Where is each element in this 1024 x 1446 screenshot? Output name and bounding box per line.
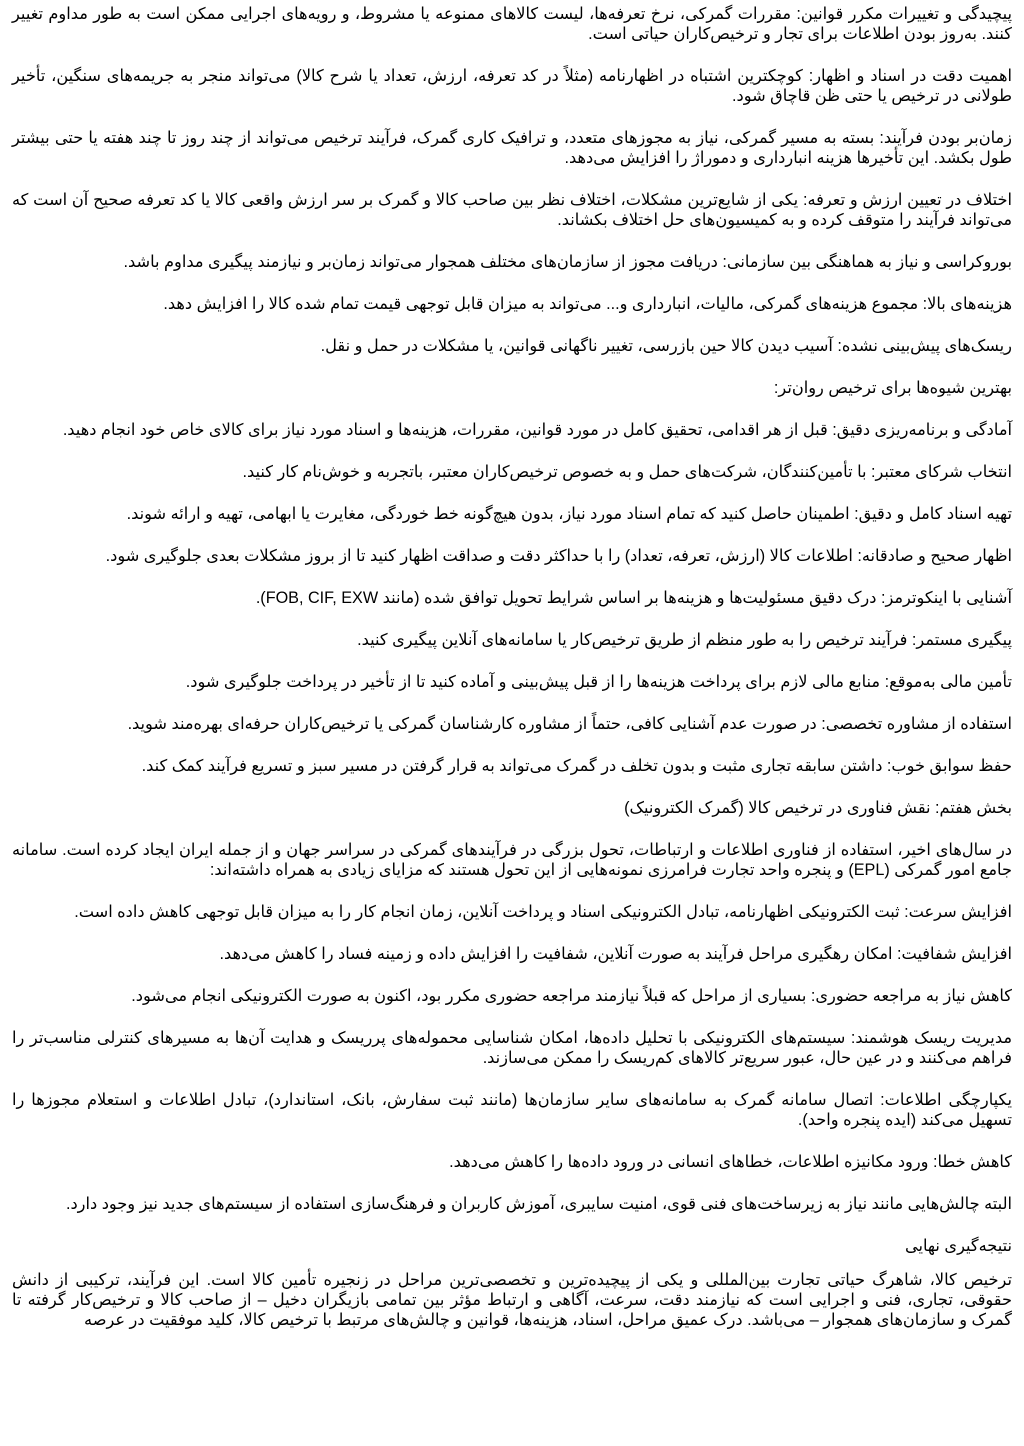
paragraph-bureaucracy: بوروکراسی و نیاز به هماهنگی بین سازمانی: دریافت مجوز از سازمان‌های مختلف همجوار می‌تواند زمان‌بر و نیازمند پیگیری مداوم باشد. (123, 253, 1012, 271)
paragraph-valuation-dispute: اختلاف در تعیین ارزش و تعرفه: یکی از شایع‌ترین مشکلات، اختلاف نظر بین صاحب کالا و گمرک بر سر ارزش واقعی کالا یا کد تعرفه صحیح آن است که می‌تواند فرآیند را متوقف کرده و به کمیسیون‌های حل اختلاف بکشاند. (12, 191, 1012, 229)
paragraph-law-changes: پیچیدگی و تغییرات مکرر قوانین: مقررات گمرکی، نرخ تعرفه‌ها، لیست کالاهای ممنوعه یا مشروط، و رویه‌های اجرایی ممکن است به طور مداوم تغییر کنند. به‌روز بودن اطلاعات برای تجار و ترخیص‌کاران حیاتی است. (12, 5, 1012, 43)
paragraph-preparation: آمادگی و برنامه‌ریزی دقیق: قبل از هر اقدامی، تحقیق کامل در مورد قوانین، مقررات، هزینه‌ها و اسناد مورد نیاز برای کالای خاص خود انجام دهید. (62, 421, 1012, 439)
paragraph-error-reduction: کاهش خطا: ورود مکانیزه اطلاعات، خطاهای انسانی در ورود داده‌ها را کاهش می‌دهد. (449, 1153, 1012, 1171)
paragraph-integration: یکپارچگی اطلاعات: اتصال سامانه گمرک به سامانه‌های سایر سازمان‌ها (مانند ثبت سفارش، بانک، استاندارد)، تبادل اطلاعات و استعلام مجوزها را تسهیل می‌کند (ایده پنجره واحد). (12, 1091, 1012, 1129)
paragraph-incoterms: آشنایی با اینکوترمز: درک دقیق مسئولیت‌ها و هزینه‌ها بر اساس شرایط تحویل توافق شده (مانند FOB, CIF, EXW). (255, 589, 1012, 607)
paragraph-challenges: البته چالش‌هایی مانند نیاز به زیرساخت‌های فنی قوی، امنیت سایبری، آموزش کاربران و فرهنگ‌سازی استفاده از سیستم‌های جدید نیز وجود دارد. (65, 1195, 1012, 1213)
document-body (12, 4, 1012, 1352)
paragraph-document-accuracy: اهمیت دقت در اسناد و اظهار: کوچکترین اشتباه در اظهارنامه (مثلاً در کد تعرفه، ارزش، تعداد یا شرح کالا) می‌تواند منجر به جریمه‌های سنگین، تأخیر طولانی در ترخیص یا حتی ظن قاچاق شود. (12, 67, 1012, 105)
paragraph-technology-intro: در سال‌های اخیر، استفاده از فناوری اطلاعات و ارتباطات، تحول بزرگی در فرآیندهای گمرکی در سراسر جهان و از جمله ایران ایجاد کرده است. سامانه جامع امور گمرکی (EPL) و پنجره واحد تجارت فرامرزی نمونه‌هایی از این تحول هستند که مزایای زیادی به همراه داشته‌اند: (12, 841, 1012, 879)
heading-section-seven: بخش هفتم: نقش فناوری در ترخیص کالا (گمرک الکترونیک) (624, 799, 1012, 817)
paragraph-high-costs: هزینه‌های بالا: مجموع هزینه‌های گمرکی، مالیات، انبارداری و... می‌تواند به میزان قابل توجهی قیمت تمام شده کالا را افزایش دهد. (163, 295, 1012, 313)
paragraph-complete-documents: تهیه اسناد کامل و دقیق: اطمینان حاصل کنید که تمام اسناد مورد نیاز، بدون هیچ‌گونه خط خوردگی، مغایرت یا ابهامی، تهیه و ارائه شوند. (126, 505, 1012, 523)
heading-best-practices: بهترین شیوه‌ها برای ترخیص روان‌تر: (773, 379, 1012, 397)
paragraph-reliable-partners: انتخاب شرکای معتبر: با تأمین‌کنندگان، شرکت‌های حمل و به خصوص ترخیص‌کاران معتبر، باتجربه و خوش‌نام کار کنید. (242, 463, 1012, 481)
paragraph-time-consuming: زمان‌بر بودن فرآیند: بسته به مسیر گمرکی، نیاز به مجوزهای متعدد، و ترافیک کاری گمرک، فرآیند ترخیص می‌تواند از چند روز تا چند هفته یا حتی بیشتر طول بکشد. این تأخیرها هزینه انبارداری و دموراژ را افزایش می‌دهد. (12, 129, 1012, 167)
paragraph-honest-declaration: اظهار صحیح و صادقانه: اطلاعات کالا (ارزش، تعرفه، تعداد) را با حداکثر دقت و صداقت اظهار کنید تا از بروز مشکلات بعدی جلوگیری شود. (105, 547, 1012, 565)
paragraph-good-records: حفظ سوابق خوب: داشتن سابقه تجاری مثبت و بدون تخلف در گمرک می‌تواند به قرار گرفتن در مسیر سبز و تسریع فرآیند کمک کند. (141, 757, 1012, 775)
paragraph-expert-consulting: استفاده از مشاوره تخصصی: در صورت عدم آشنایی کافی، حتماً از مشاوره کارشناسان گمرکی یا ترخیص‌کاران حرفه‌ای بهره‌مند شوید. (127, 715, 1012, 733)
paragraph-transparency: افزایش شفافیت: امکان رهگیری مراحل فرآیند به صورت آنلاین، شفافیت را افزایش داده و زمینه فساد را کاهش می‌دهد. (219, 945, 1012, 963)
paragraph-speed: افزایش سرعت: ثبت الکترونیکی اظهارنامه، تبادل الکترونیکی اسناد و پرداخت آنلاین، زمان انجام کار را به میزان قابل توجهی کاهش داده است. (74, 903, 1012, 921)
paragraph-financing: تأمین مالی به‌موقع: منابع مالی لازم برای پرداخت هزینه‌ها را از قبل پیش‌بینی و آماده کنید تا از تأخیر در پرداخت جلوگیری شود. (185, 673, 1012, 691)
paragraph-less-visits: کاهش نیاز به مراجعه حضوری: بسیاری از مراحل که قبلاً نیازمند مراجعه حضوری مکرر بود، اکنون به صورت الکترونیکی انجام می‌شود. (131, 987, 1012, 1005)
paragraph-unforeseen-risks: ریسک‌های پیش‌بینی نشده: آسیب دیدن کالا حین بازرسی، تغییر ناگهانی قوانین، یا مشکلات در حمل و نقل. (320, 337, 1012, 355)
paragraph-follow-up: پیگیری مستمر: فرآیند ترخیص را به طور منظم از طریق ترخیص‌کار یا سامانه‌های آنلاین پیگیری کنید. (357, 631, 1012, 649)
heading-conclusion: نتیجه‌گیری نهایی (905, 1237, 1012, 1255)
paragraph-conclusion: ترخیص کالا، شاهرگ حیاتی تجارت بین‌المللی و یکی از پیچیده‌ترین و تخصصی‌ترین مراحل در زنجیره تأمین کالا است. این فرآیند، ترکیبی از دانش حقوقی، تجاری، فنی و اجرایی است که نیازمند دقت، سرعت، آگاهی و ارتباط مؤثر بین تمامی بازیگران دخیل – از صاحب کالا و ترخیص‌کار گرفته تا گمرک و سازمان‌های همجوار – می‌باشد. درک عمیق مراحل، اسناد، هزینه‌ها، قوانین و چالش‌های مرتبط با ترخیص کالا، کلید موفقیت در عرصه (12, 1271, 1012, 1329)
paragraph-risk-management: مدیریت ریسک هوشمند: سیستم‌های الکترونیکی با تحلیل داده‌ها، امکان شناسایی محموله‌های پرریسک و هدایت آن‌ها به مسیرهای کنترلی مناسب‌تر را فراهم می‌کنند و در عین حال، عبور سریع‌تر کالاهای کم‌ریسک را ممکن می‌سازند. (12, 1029, 1012, 1067)
